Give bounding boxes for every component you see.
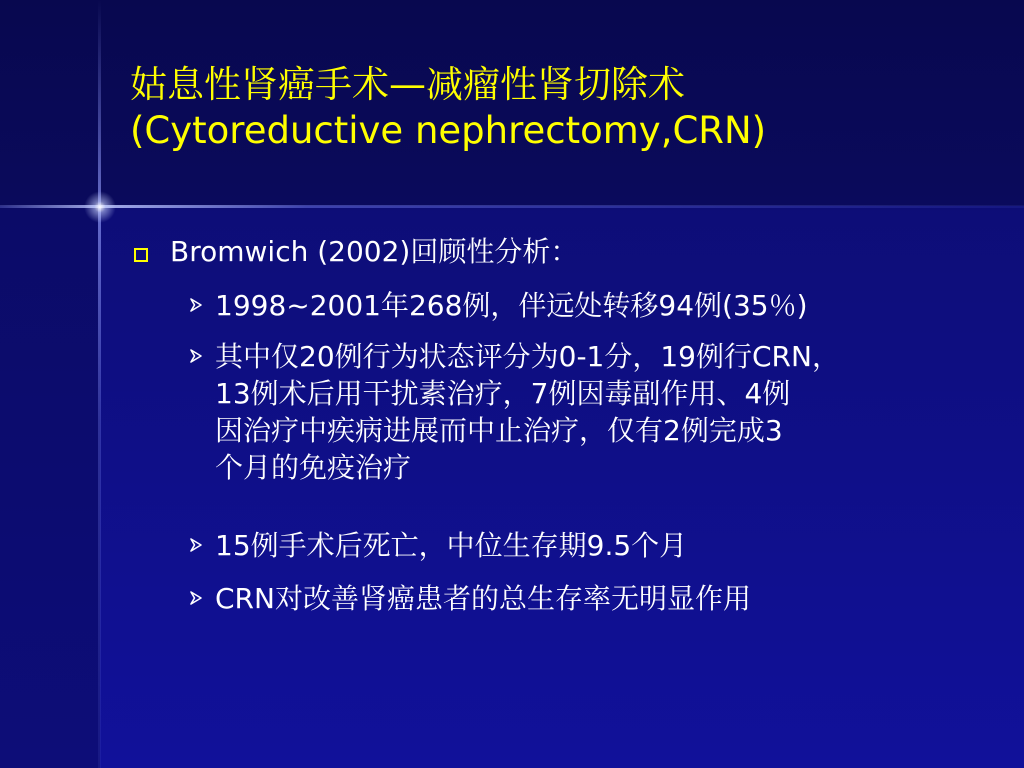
horizontal-accent-line — [0, 205, 1024, 208]
sub-bullet-line: 1998~2001年268例，伴远处转移94例(35％) — [215, 289, 808, 322]
arrowhead-icon — [188, 348, 204, 364]
sub-bullet-text — [215, 287, 808, 324]
sub-bullet-line: 15例手术后死亡，中位生存期9.5个月 — [215, 529, 688, 562]
sparkle-icon — [84, 191, 116, 223]
sub-bullet-line: 13例术后用干扰素治疗，7例因毒副作用、4例 — [215, 377, 791, 410]
main-bullet-text: Bromwich (2002)回顾性分析： — [170, 235, 579, 268]
sub-bullet-line: CRN对改善肾癌患者的总生存率无明显作用 — [215, 582, 751, 615]
main-bullet-item — [130, 233, 578, 271]
slide-title — [130, 62, 766, 154]
sub-bullet-item — [188, 527, 687, 564]
vertical-accent-line — [98, 0, 101, 768]
sub-bullet-text — [215, 527, 687, 564]
left-band — [0, 206, 100, 768]
sub-bullet-text — [215, 580, 751, 617]
title-line-2: (Cytoreductive nephrectomy,CRN) — [130, 109, 767, 152]
sub-bullet-item — [188, 338, 840, 486]
sub-bullet-line: 其中仅20例行为状态评分为0-1分，19例行CRN， — [215, 340, 840, 373]
sub-bullet-item — [188, 580, 751, 617]
sub-bullet-line: 因治疗中疾病进展而中止治疗，仅有2例完成3 — [215, 414, 783, 447]
sub-bullet-text — [215, 338, 840, 486]
title-line-1: 姑息性肾癌手术—减瘤性肾切除术 — [130, 63, 685, 106]
arrowhead-icon — [188, 297, 204, 313]
arrowhead-icon — [188, 537, 204, 553]
sub-bullet-item — [188, 287, 808, 324]
arrowhead-icon — [188, 590, 204, 606]
sub-bullet-line: 个月的免疫治疗 — [215, 451, 412, 484]
